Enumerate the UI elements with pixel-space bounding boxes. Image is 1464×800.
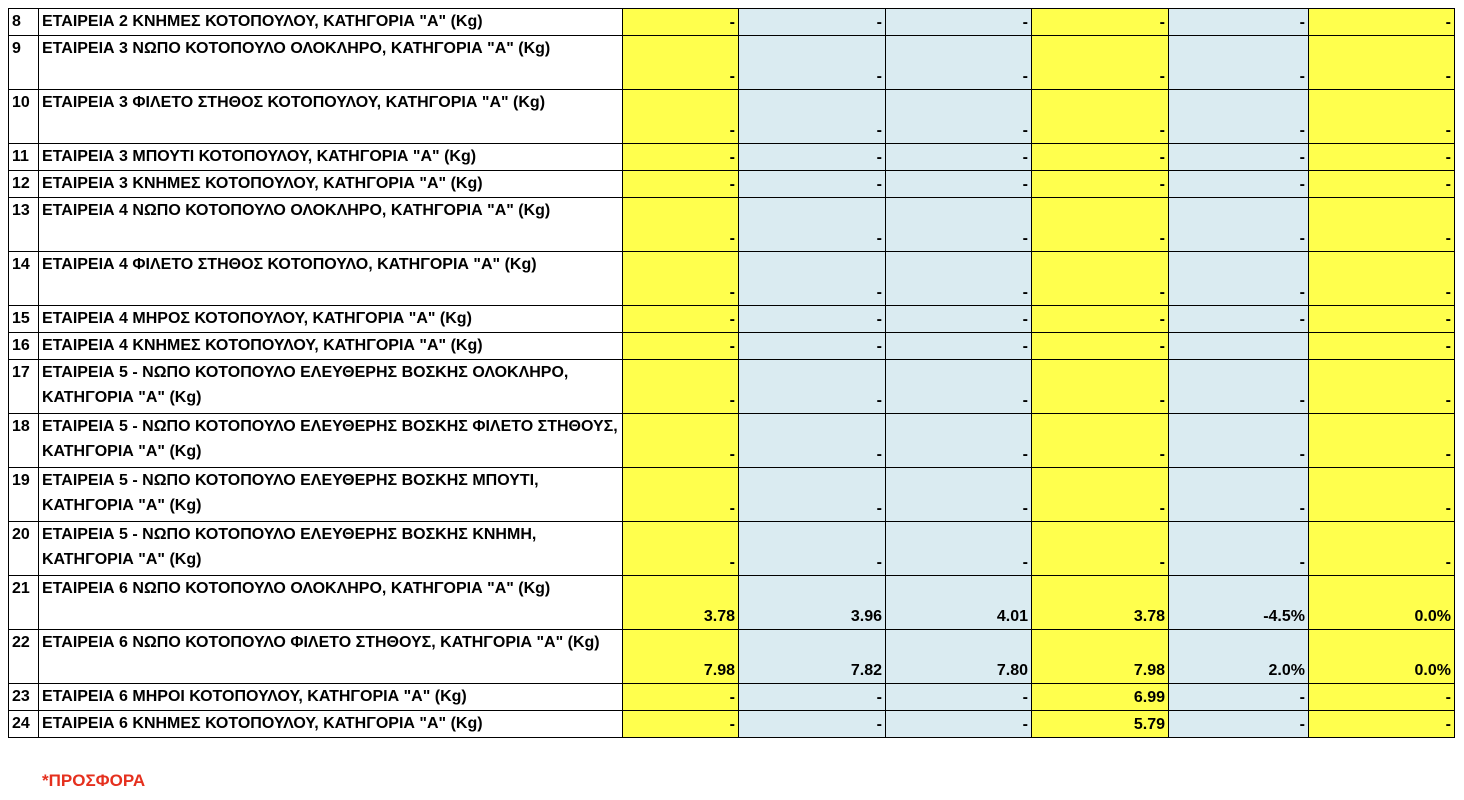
price-cell[interactable]: -: [886, 36, 1032, 90]
price-cell[interactable]: -: [1309, 468, 1455, 522]
price-cell[interactable]: -: [886, 711, 1032, 738]
price-cell[interactable]: -: [886, 90, 1032, 144]
row-number[interactable]: 21: [9, 576, 39, 630]
product-description[interactable]: ΕΤΑΙΡΕΙΑ 4 ΜΗΡΟΣ ΚΟΤΟΠΟΥΛΟΥ, ΚΑΤΗΓΟΡΙΑ "Α" (Kg): [39, 306, 623, 333]
price-cell[interactable]: -: [1309, 252, 1455, 306]
table-row: [9, 576, 1455, 630]
price-cell[interactable]: -: [1309, 9, 1455, 36]
table-row: [9, 90, 1455, 144]
price-cell[interactable]: 6.99: [1032, 684, 1169, 711]
price-cell[interactable]: 0.0%: [1309, 576, 1455, 630]
price-cell[interactable]: -: [623, 36, 739, 90]
price-cell[interactable]: -: [1169, 171, 1309, 198]
price-cell[interactable]: -: [623, 711, 739, 738]
price-cell[interactable]: -: [623, 171, 739, 198]
product-description[interactable]: ΕΤΑΙΡΕΙΑ 5 - ΝΩΠΟ ΚΟΤΟΠΟΥΛΟ ΕΛΕΥΘΕΡΗΣ ΒΟΣΚΗΣ ΚΝΗΜΗ, ΚΑΤΗΓΟΡΙΑ "Α" (Kg): [39, 522, 623, 576]
price-cell[interactable]: [1169, 333, 1309, 360]
price-cell[interactable]: 7.80: [886, 630, 1032, 684]
price-cell[interactable]: -: [1169, 711, 1309, 738]
price-cell[interactable]: -: [1032, 9, 1169, 36]
price-cell[interactable]: -: [1309, 684, 1455, 711]
product-description[interactable]: ΕΤΑΙΡΕΙΑ 5 - ΝΩΠΟ ΚΟΤΟΠΟΥΛΟ ΕΛΕΥΘΕΡΗΣ ΒΟΣΚΗΣ ΦΙΛΕΤΟ ΣΤΗΘΟΥΣ, ΚΑΤΗΓΟΡΙΑ "Α" (Kg): [39, 414, 623, 468]
price-cell[interactable]: -: [886, 306, 1032, 333]
product-description[interactable]: ΕΤΑΙΡΕΙΑ 3 ΦΙΛΕΤΟ ΣΤΗΘΟΣ ΚΟΤΟΠΟΥΛΟΥ, ΚΑΤΗΓΟΡΙΑ "Α" (Kg): [39, 90, 623, 144]
table-row: [9, 360, 1455, 414]
table-row: [9, 522, 1455, 576]
product-description[interactable]: ΕΤΑΙΡΕΙΑ 4 ΝΩΠΟ ΚΟΤΟΠΟΥΛΟ ΟΛΟΚΛΗΡΟ, ΚΑΤΗΓΟΡΙΑ "Α" (Kg): [39, 198, 623, 252]
row-number[interactable]: 17: [9, 360, 39, 414]
price-cell[interactable]: -: [1032, 171, 1169, 198]
row-number[interactable]: 10: [9, 90, 39, 144]
price-cell[interactable]: -: [623, 414, 739, 468]
price-cell[interactable]: -: [1032, 333, 1169, 360]
price-cell[interactable]: 7.98: [623, 630, 739, 684]
price-cell[interactable]: -: [886, 198, 1032, 252]
row-number[interactable]: 16: [9, 333, 39, 360]
row-number[interactable]: 11: [9, 144, 39, 171]
table-body: [9, 9, 1455, 738]
row-number[interactable]: 14: [9, 252, 39, 306]
product-description[interactable]: ΕΤΑΙΡΕΙΑ 5 - ΝΩΠΟ ΚΟΤΟΠΟΥΛΟ ΕΛΕΥΘΕΡΗΣ ΒΟΣΚΗΣ ΜΠΟΥΤΙ, ΚΑΤΗΓΟΡΙΑ "Α" (Kg): [39, 468, 623, 522]
price-cell[interactable]: -: [1032, 468, 1169, 522]
price-cell[interactable]: -: [1309, 711, 1455, 738]
product-description[interactable]: ΕΤΑΙΡΕΙΑ 3 ΜΠΟΥΤΙ ΚΟΤΟΠΟΥΛΟΥ, ΚΑΤΗΓΟΡΙΑ "Α" (Kg): [39, 144, 623, 171]
price-cell[interactable]: 4.01: [886, 576, 1032, 630]
price-cell[interactable]: 7.82: [739, 630, 886, 684]
price-cell[interactable]: -: [739, 252, 886, 306]
price-cell[interactable]: -: [1032, 306, 1169, 333]
price-cell[interactable]: 2.0%: [1169, 630, 1309, 684]
table-row: [9, 198, 1455, 252]
price-cell[interactable]: -: [623, 306, 739, 333]
price-cell[interactable]: -: [739, 9, 886, 36]
product-description[interactable]: ΕΤΑΙΡΕΙΑ 3 ΚΝΗΜΕΣ ΚΟΤΟΠΟΥΛΟΥ, ΚΑΤΗΓΟΡΙΑ "Α" (Kg): [39, 171, 623, 198]
product-description[interactable]: ΕΤΑΙΡΕΙΑ 5 - ΝΩΠΟ ΚΟΤΟΠΟΥΛΟ ΕΛΕΥΘΕΡΗΣ ΒΟΣΚΗΣ ΟΛΟΚΛΗΡΟ, ΚΑΤΗΓΟΡΙΑ "Α" (Kg): [39, 360, 623, 414]
table-row: [9, 684, 1455, 711]
price-cell[interactable]: -: [1032, 414, 1169, 468]
price-cell[interactable]: -: [886, 522, 1032, 576]
price-cell[interactable]: 0.0%: [1309, 630, 1455, 684]
row-number[interactable]: 9: [9, 36, 39, 90]
price-cell[interactable]: -: [1309, 171, 1455, 198]
row-number[interactable]: 20: [9, 522, 39, 576]
price-cell[interactable]: -: [1032, 252, 1169, 306]
price-cell[interactable]: -: [886, 252, 1032, 306]
price-cell[interactable]: -: [1309, 90, 1455, 144]
row-number[interactable]: 23: [9, 684, 39, 711]
price-cell[interactable]: -: [623, 198, 739, 252]
product-description[interactable]: ΕΤΑΙΡΕΙΑ 6 ΜΗΡΟΙ ΚΟΤΟΠΟΥΛΟΥ, ΚΑΤΗΓΟΡΙΑ "Α" (Kg): [39, 684, 623, 711]
price-cell[interactable]: -: [623, 333, 739, 360]
row-number[interactable]: 18: [9, 414, 39, 468]
price-cell[interactable]: -: [1032, 90, 1169, 144]
price-cell[interactable]: -4.5%: [1169, 576, 1309, 630]
price-cell[interactable]: -: [1169, 306, 1309, 333]
price-cell[interactable]: -: [739, 171, 886, 198]
price-cell[interactable]: 3.78: [623, 576, 739, 630]
price-cell[interactable]: -: [1309, 306, 1455, 333]
price-cell[interactable]: -: [739, 360, 886, 414]
price-cell[interactable]: -: [623, 360, 739, 414]
price-cell[interactable]: -: [739, 333, 886, 360]
price-cell[interactable]: -: [886, 171, 1032, 198]
table-row: [9, 468, 1455, 522]
table-row: [9, 144, 1455, 171]
price-cell[interactable]: -: [1169, 522, 1309, 576]
price-cell[interactable]: -: [886, 144, 1032, 171]
price-cell[interactable]: -: [1169, 414, 1309, 468]
price-cell[interactable]: -: [886, 9, 1032, 36]
price-cell[interactable]: -: [623, 522, 739, 576]
table-row: [9, 333, 1455, 360]
price-cell[interactable]: -: [739, 684, 886, 711]
price-cell[interactable]: -: [1169, 144, 1309, 171]
price-cell[interactable]: -: [886, 333, 1032, 360]
price-cell[interactable]: 3.96: [739, 576, 886, 630]
table-row: [9, 36, 1455, 90]
price-cell[interactable]: -: [1032, 360, 1169, 414]
price-cell[interactable]: -: [1309, 36, 1455, 90]
price-cell[interactable]: -: [1169, 198, 1309, 252]
price-cell[interactable]: -: [1309, 522, 1455, 576]
price-cell[interactable]: -: [739, 522, 886, 576]
product-description[interactable]: ΕΤΑΙΡΕΙΑ 4 ΦΙΛΕΤΟ ΣΤΗΘΟΣ ΚΟΤΟΠΟΥΛΟ, ΚΑΤΗΓΟΡΙΑ "Α" (Kg): [39, 252, 623, 306]
price-cell[interactable]: -: [739, 414, 886, 468]
price-cell[interactable]: -: [1309, 198, 1455, 252]
product-description[interactable]: ΕΤΑΙΡΕΙΑ 3 ΝΩΠΟ ΚΟΤΟΠΟΥΛΟ ΟΛΟΚΛΗΡΟ, ΚΑΤΗΓΟΡΙΑ "Α" (Kg): [39, 36, 623, 90]
row-number[interactable]: 13: [9, 198, 39, 252]
price-cell[interactable]: -: [623, 90, 739, 144]
price-cell[interactable]: -: [1169, 36, 1309, 90]
price-cell[interactable]: -: [739, 198, 886, 252]
price-cell[interactable]: -: [1309, 333, 1455, 360]
price-cell[interactable]: -: [886, 684, 1032, 711]
price-cell[interactable]: -: [1169, 90, 1309, 144]
price-cell[interactable]: -: [739, 90, 886, 144]
product-description[interactable]: ΕΤΑΙΡΕΙΑ 4 ΚΝΗΜΕΣ ΚΟΤΟΠΟΥΛΟΥ, ΚΑΤΗΓΟΡΙΑ "Α" (Kg): [39, 333, 623, 360]
price-cell[interactable]: -: [1032, 144, 1169, 171]
price-cell[interactable]: -: [886, 468, 1032, 522]
price-cell[interactable]: -: [1169, 468, 1309, 522]
price-cell[interactable]: 3.78: [1032, 576, 1169, 630]
price-cell[interactable]: -: [623, 9, 739, 36]
price-cell[interactable]: -: [623, 468, 739, 522]
footnote-offer: *ΠΡΟΣΦΟΡΑ: [42, 771, 146, 790]
price-cell[interactable]: -: [739, 468, 886, 522]
price-cell[interactable]: -: [1169, 9, 1309, 36]
row-number[interactable]: 22: [9, 630, 39, 684]
price-cell[interactable]: -: [1032, 522, 1169, 576]
row-number[interactable]: 19: [9, 468, 39, 522]
price-table: [8, 8, 1455, 738]
price-cell[interactable]: -: [739, 144, 886, 171]
price-cell[interactable]: -: [623, 684, 739, 711]
price-cell[interactable]: -: [739, 711, 886, 738]
price-cell[interactable]: -: [886, 360, 1032, 414]
row-number[interactable]: 24: [9, 711, 39, 738]
price-cell[interactable]: -: [739, 36, 886, 90]
product-description[interactable]: ΕΤΑΙΡΕΙΑ 6 ΝΩΠΟ ΚΟΤΟΠΟΥΛΟ ΦΙΛΕΤΟ ΣΤΗΘΟΥΣ, ΚΑΤΗΓΟΡΙΑ "Α" (Kg): [39, 630, 623, 684]
price-cell[interactable]: -: [623, 252, 739, 306]
product-description[interactable]: ΕΤΑΙΡΕΙΑ 6 ΚΝΗΜΕΣ ΚΟΤΟΠΟΥΛΟΥ, ΚΑΤΗΓΟΡΙΑ "Α" (Kg): [39, 711, 623, 738]
row-number[interactable]: 8: [9, 9, 39, 36]
table-row: [9, 171, 1455, 198]
table-row: [9, 252, 1455, 306]
table-row: [9, 9, 1455, 36]
price-cell[interactable]: -: [739, 306, 886, 333]
price-cell[interactable]: -: [1169, 252, 1309, 306]
table-row: [9, 306, 1455, 333]
table-row: [9, 711, 1455, 738]
price-cell[interactable]: -: [623, 144, 739, 171]
price-sheet: [8, 8, 1455, 738]
product-description[interactable]: ΕΤΑΙΡΕΙΑ 6 ΝΩΠΟ ΚΟΤΟΠΟΥΛΟ ΟΛΟΚΛΗΡΟ, ΚΑΤΗΓΟΡΙΑ "Α" (Kg): [39, 576, 623, 630]
price-cell[interactable]: -: [1032, 36, 1169, 90]
price-cell[interactable]: -: [1309, 360, 1455, 414]
table-row: [9, 414, 1455, 468]
row-number[interactable]: 15: [9, 306, 39, 333]
price-cell[interactable]: -: [886, 414, 1032, 468]
price-cell[interactable]: -: [1169, 684, 1309, 711]
price-cell[interactable]: -: [1309, 144, 1455, 171]
price-cell[interactable]: -: [1032, 198, 1169, 252]
row-number[interactable]: 12: [9, 171, 39, 198]
price-cell[interactable]: -: [1309, 414, 1455, 468]
price-cell[interactable]: 5.79: [1032, 711, 1169, 738]
price-cell[interactable]: 7.98: [1032, 630, 1169, 684]
table-row: [9, 630, 1455, 684]
product-description[interactable]: ΕΤΑΙΡΕΙΑ 2 ΚΝΗΜΕΣ ΚΟΤΟΠΟΥΛΟΥ, ΚΑΤΗΓΟΡΙΑ "Α" (Kg): [39, 9, 623, 36]
price-cell[interactable]: -: [1169, 360, 1309, 414]
